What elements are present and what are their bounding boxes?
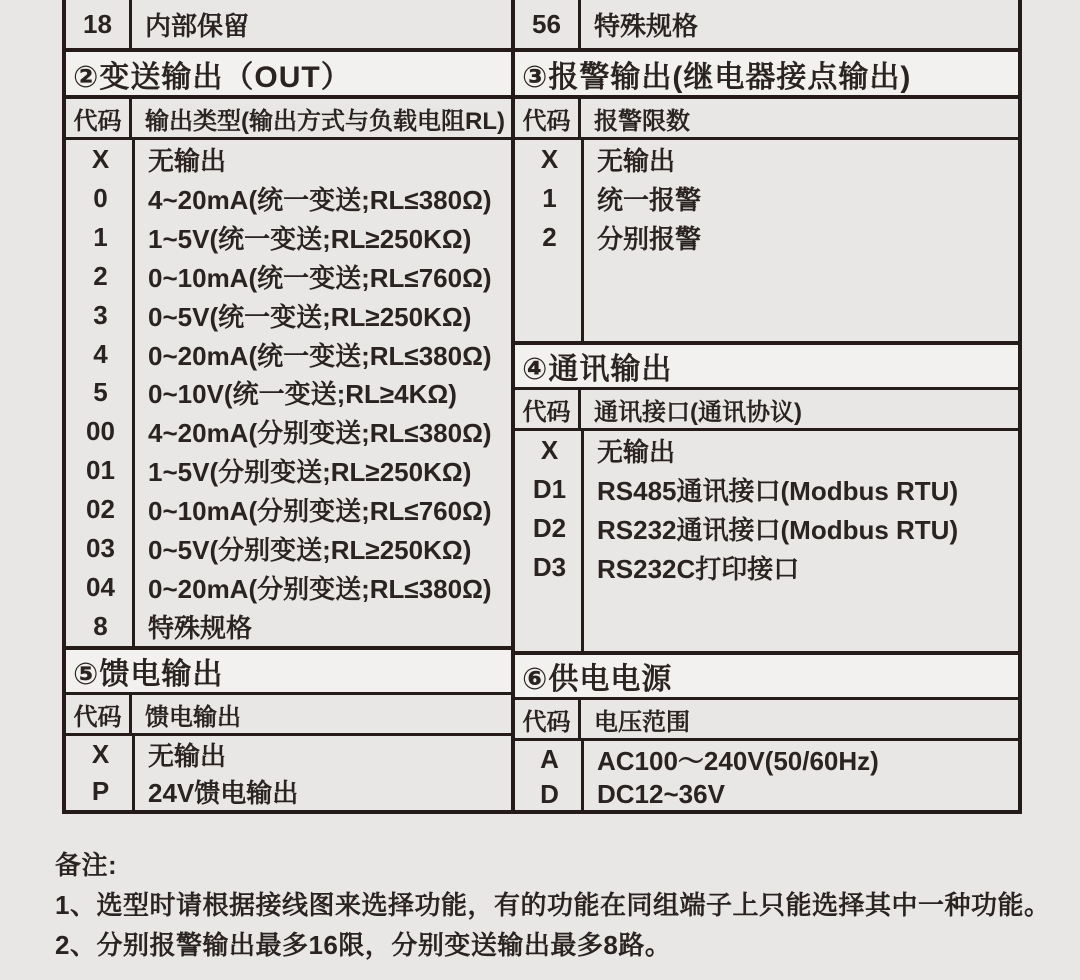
section-title-transmit-output: ②变送输出（OUT） xyxy=(66,52,511,99)
desc-cell: 0~10mA(分别变送;RL≤760Ω) xyxy=(148,496,492,527)
code-cell: 8 xyxy=(93,611,108,642)
table-row xyxy=(515,218,1018,257)
code-cell: 04 xyxy=(86,572,115,603)
note-line: 1、选型时请根据接线图来选择功能，有的功能在同组端子上只能选择其中一种功能。 xyxy=(55,890,1051,920)
column-header-row xyxy=(66,99,511,140)
column-divider xyxy=(581,741,584,810)
table-row xyxy=(515,509,1018,548)
desc-cell: 无输出 xyxy=(148,145,227,176)
desc-cell: 1~5V(统一变送;RL≥250KΩ) xyxy=(148,223,472,254)
section-title-feed-output: ⑤馈电输出 xyxy=(66,650,511,695)
power-supply-rows xyxy=(515,741,1018,810)
table-row xyxy=(515,778,1018,810)
table-row xyxy=(515,470,1018,509)
code-cell: 1 xyxy=(542,183,557,213)
desc-cell: 分别报警 xyxy=(597,224,702,254)
desc-cell: 无输出 xyxy=(597,146,676,176)
code-cell: X xyxy=(540,435,559,465)
carryover-row xyxy=(515,0,1018,52)
table-row xyxy=(515,741,1018,778)
feed-output-rows xyxy=(66,736,511,810)
desc-cell: 4~20mA(分别变送;RL≤380Ω) xyxy=(148,418,492,449)
column-divider xyxy=(132,736,135,810)
table-row xyxy=(515,431,1018,470)
desc-cell: AC100～240V(50/60Hz) xyxy=(597,746,879,776)
column-divider xyxy=(581,140,584,341)
table-row xyxy=(515,140,1018,179)
table-row xyxy=(515,548,1018,587)
desc-cell: 统一报警 xyxy=(597,185,702,215)
code-column-header: 代码 xyxy=(66,99,132,137)
code-cell: 56 xyxy=(515,0,581,48)
code-cell: 2 xyxy=(93,260,108,291)
code-column-header: 代码 xyxy=(66,695,132,733)
code-cell: D2 xyxy=(532,513,567,543)
left-table xyxy=(62,0,515,814)
desc-column-header: 输出类型(输出方式与负载电阻RL) xyxy=(145,107,505,135)
desc-cell: 1~5V(分别变送;RL≥250KΩ) xyxy=(148,457,472,488)
code-column-header: 代码 xyxy=(515,99,581,137)
code-cell: 1 xyxy=(93,221,108,252)
desc-cell: 0~5V(统一变送;RL≥250KΩ) xyxy=(148,301,472,332)
code-cell: 02 xyxy=(86,494,115,525)
column-divider xyxy=(581,431,584,651)
desc-cell: 特殊规格 xyxy=(148,613,253,644)
desc-column-header: 馈电输出 xyxy=(145,703,241,731)
comm-output-rows xyxy=(515,431,1018,655)
code-cell: D1 xyxy=(532,474,567,504)
desc-cell: 0~10V(统一变送;RL≥4KΩ) xyxy=(148,379,457,410)
section-title-comm-output: ④通讯输出 xyxy=(515,345,1018,390)
code-cell: D3 xyxy=(532,552,567,582)
desc-cell: RS232通讯接口(Modbus RTU) xyxy=(597,515,959,545)
code-cell: 00 xyxy=(86,416,115,447)
desc-cell: 特殊规格 xyxy=(594,10,699,41)
section-title-power-supply: ⑥供电电源 xyxy=(515,655,1018,700)
code-column-header: 代码 xyxy=(515,700,581,738)
code-cell: 3 xyxy=(93,299,108,330)
desc-cell: 无输出 xyxy=(597,437,676,467)
empty-space xyxy=(515,257,1018,341)
code-cell: X xyxy=(91,143,110,174)
desc-cell: 无输出 xyxy=(148,741,227,771)
desc-cell: DC12~36V xyxy=(597,778,725,809)
alarm-output-rows xyxy=(515,140,1018,345)
transmit-output-rows xyxy=(66,140,511,650)
code-cell: P xyxy=(91,776,110,806)
column-header-row xyxy=(515,390,1018,431)
notes xyxy=(55,845,1050,965)
column-header-row xyxy=(515,700,1018,741)
desc-column-header: 电压范围 xyxy=(594,708,690,736)
column-header-row xyxy=(515,99,1018,140)
column-divider xyxy=(132,140,135,646)
right-table xyxy=(515,0,1022,814)
desc-cell: RS232C打印接口 xyxy=(597,554,800,584)
desc-cell: 0~20mA(统一变送;RL≤380Ω) xyxy=(148,340,492,371)
notes-title: 备注: xyxy=(55,850,118,880)
code-cell: 03 xyxy=(86,533,115,564)
section-title-alarm-output: ③报警输出(继电器接点输出) xyxy=(515,52,1018,99)
code-cell: D xyxy=(540,778,559,809)
code-cell: 5 xyxy=(93,377,108,408)
code-cell: 2 xyxy=(542,222,557,252)
carryover-row xyxy=(66,0,511,52)
code-cell: X xyxy=(91,739,110,769)
code-column-header: 代码 xyxy=(515,390,581,428)
code-cell: 01 xyxy=(86,455,115,486)
desc-cell: 0~10mA(统一变送;RL≤760Ω) xyxy=(148,262,492,293)
empty-space xyxy=(515,587,1018,651)
code-cell: A xyxy=(540,744,559,774)
code-cell: 4 xyxy=(93,338,108,369)
column-header-row xyxy=(66,695,511,736)
desc-cell: 0~20mA(分别变送;RL≤380Ω) xyxy=(148,574,492,605)
code-cell: 18 xyxy=(66,0,132,48)
desc-column-header: 报警限数 xyxy=(594,107,690,135)
desc-cell: 24V馈电输出 xyxy=(148,778,299,808)
table-row xyxy=(515,179,1018,218)
desc-cell: 0~5V(分别变送;RL≥250KΩ) xyxy=(148,535,472,566)
code-cell: 0 xyxy=(93,182,108,213)
code-cell: X xyxy=(540,144,559,174)
note-line: 2、分别报警输出最多16限，分别变送输出最多8路。 xyxy=(55,930,672,960)
desc-column-header: 通讯接口(通讯协议) xyxy=(594,398,802,426)
desc-cell: 内部保留 xyxy=(145,10,250,41)
desc-cell: 4~20mA(统一变送;RL≤380Ω) xyxy=(148,184,492,215)
desc-cell: RS485通讯接口(Modbus RTU) xyxy=(597,476,959,506)
